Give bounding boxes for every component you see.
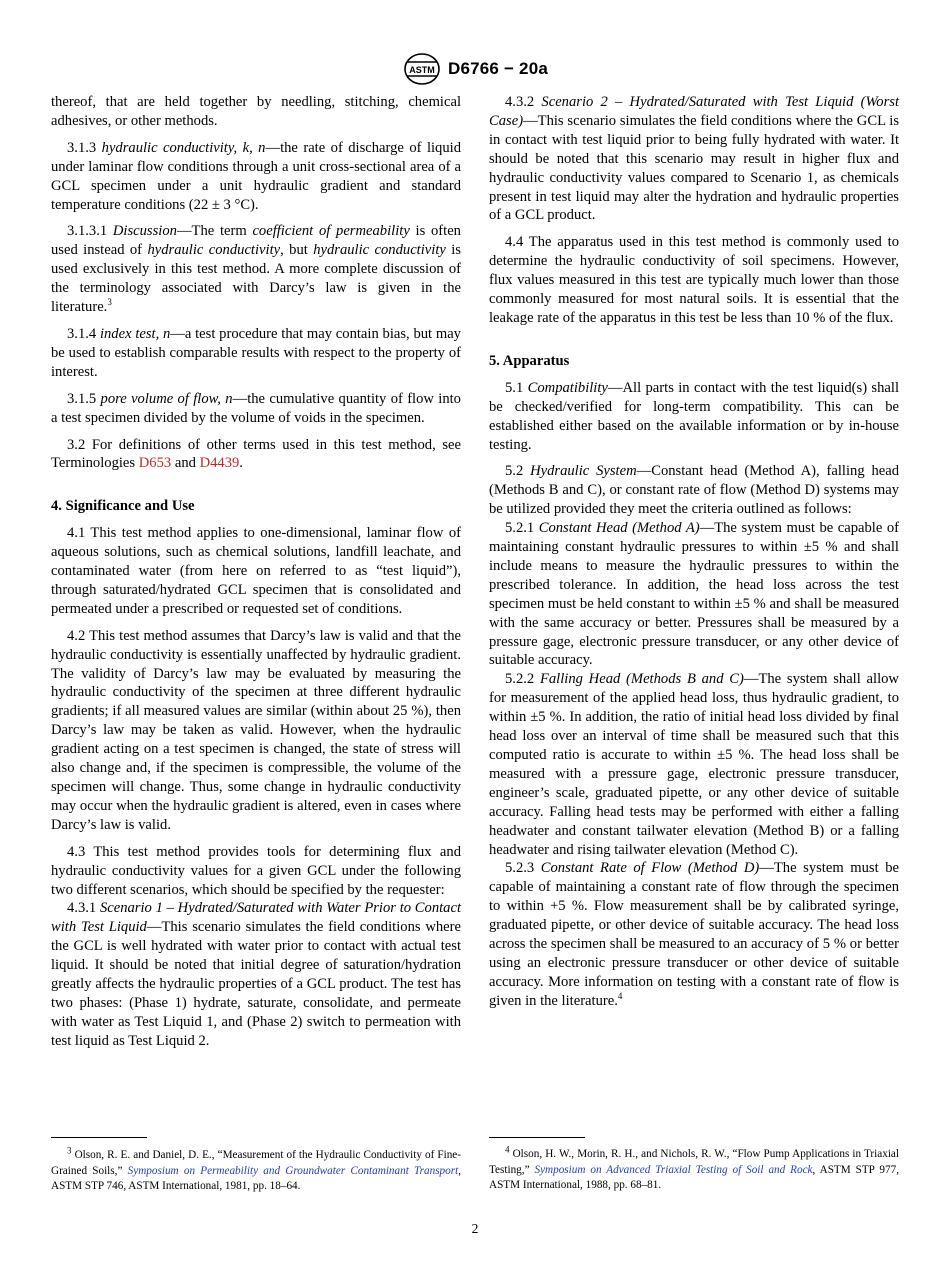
section-heading-5: 5. Apparatus <box>489 352 570 369</box>
section-4-4: 4.4 The apparatus used in this test method is commonly used to determine the hydraulic conductivity of soil specimens. However, flux values measured in this test are typically much lower than those commonly measured for most natural soils. It is essential that the leakage rate of the apparatus in this test be less than 10 % of the flux. <box>489 234 899 326</box>
section-5-2: 5.2 Hydraulic System—Constant head (Method A), falling head (Methods B and C), or constant rate of flow (Method D) systems may be utilized provided they meet the criteria outlined as follows: <box>489 463 899 518</box>
section-5-1: 5.1 Compatibility—All parts in contact with the test liquid(s) shall be checked/verified for long-term compatibility. This can be established either based on the available information or by in-house testing. <box>489 379 899 453</box>
paragraph-intro: thereof, that are held together by needling, stitching, chemical adhesives, or other methods. <box>51 94 461 129</box>
footnote-ref-3[interactable]: 3 <box>107 297 112 308</box>
footnote-divider-left <box>51 1137 147 1138</box>
section-4-3-1: 4.3.1 Scenario 1 – Hydrated/Saturated with Water Prior to Contact with Test Liquid—This scenario simulates the field conditions where the GCL is well hydrated with water prior to contact with actual test liquid. It should be noted that initial degree of saturation/hydration greatly affects the hydraulic properties of a GCL product. The test has two phases: (Phase 1) hydrate, saturate, consolidate, and permeate with water as Test Liquid 1, and (Phase 2) switch to permeation with test liquid as Test Liquid 2. <box>51 900 462 1049</box>
ref-link-d653[interactable]: D653 <box>138 455 172 472</box>
footnote-divider-right <box>489 1137 585 1138</box>
page-header <box>0 52 950 86</box>
section-heading-4: 4. Significance and Use <box>51 498 195 515</box>
footnote-3-link[interactable]: Symposium on Permeability and Groundwater Contaminant Transport <box>127 1164 459 1177</box>
page-number: 2 <box>471 1221 479 1236</box>
section-3-1-5: 3.1.5 pore volume of flow, n—the cumulative quantity of flow into a test specimen divided by the volume of voids in the specimen. <box>51 390 461 426</box>
section-4-1: 4.1 This test method applies to one-dimensional, laminar flow of aqueous solutions, such as chemical solutions, landfill leachate, and contaminated water (from here on referred to as “test liquid”), through saturated/hydrated GCL specimen that is consolidated and permeated under a prescribed or requested set of conditions. <box>51 525 461 617</box>
footnote-3: $^3$ Olson, R. E. and Daniel, D. E., “Measurement of the Hydraulic Conductivity of Fine-Grained Soils,” Symposium on Permeability and Groundwater Contaminant Transport, ASTM STP 746, ASTM International, 1981, pp. 18–64. <box>51 1145 462 1192</box>
svg-text:ASTM: ASTM <box>409 65 435 75</box>
ref-link-d4439[interactable]: D4439 <box>199 455 240 472</box>
left-column <box>51 93 461 1059</box>
section-4-2: 4.2 This test method assumes that Darcy’s law is valid and that the hydraulic conductivity is essentially unaffected by hydraulic gradient. The validity of Darcy’s law may be evaluated by measuring the hydraulic conductivity of the specimen at three different hydraulic gradients; if all measured values are similar (within about 25 %), then Darcy’s law may be taken as valid. However, when the hydraulic gradient acting on a test specimen is changed, the state of stress will also change and, if the specimen is compressible, the volume of the specimen will change. Thus, some change in hydraulic conductivity may occur when the hydraulic gradient is altered, even in cases where Darcy’s law is valid. <box>51 627 461 833</box>
section-3-1-3-1: 3.1.3.1 Discussion—The term coefficient of permeability is often used instead of hydraulic conductivity, but hydraulic conductivity is used exclusively in this test method. A more complete discussion of the terminology associated with Darcy’s law is given in the literature.$^3$ <box>51 223 461 316</box>
document-id: D6766 − 20a <box>447 59 549 78</box>
section-5-2-2: 5.2.2 Falling Head (Methods B and C)—The system shall allow for measurement of the applied head loss, thus hydraulic gradient, to within ±5 %. In addition, the ratio of initial head loss divided by final head loss over an interval of time shall be measured such that this computed ratio is accurate to within ±5 %. The head loss shall be measured with a pressure gage, electronic pressure transducer, engineer’s scale, graduated pipette, or any other device of suitable accuracy. Falling head tests may be performed with either a falling headwater and constant tailwater elevation (Method B) or a falling headwater and rising tailwater elevation (Method C). <box>489 671 899 858</box>
section-3-1-3: 3.1.3 hydraulic conductivity, k, n—the rate of discharge of liquid under laminar flow conditions through a unit cross-sectional area of a GCL specimen under a unit hydraulic gradient and standard temperature conditions (22 ± 3 °C). <box>51 139 461 213</box>
section-3-2: 3.2 For definitions of other terms used in this test method, see Terminologies D653 and D4439. <box>51 436 461 472</box>
footnote-4-link[interactable]: Symposium on Advanced Triaxial Testing of Soil and Rock <box>534 1163 813 1176</box>
section-4-3-2: 4.3.2 Scenario 2 – Hydrated/Saturated with Test Liquid (Worst Case)—This scenario simulates the field conditions where the GCL is in contact with test liquid prior to being fully hydrated with water. It should be noted that this scenario may result in higher flux and hydraulic conductivity values compared to Scenario 1, as chemicals present in test liquid may alter the hydration and hydraulic properties of a GCL product. <box>489 94 900 224</box>
section-4-3: 4.3 This test method provides tools for determining flux and hydraulic conductivity values for a given GCL under the following two different scenarios, which should be specified by the requester: <box>51 843 461 898</box>
section-3-1-4: 3.1.4 index test, n—a test procedure that may contain bias, but may be used to establish comparable results with respect to the property of interest. <box>51 325 461 380</box>
footnote-4: $^4$ Olson, H. W., Morin, R. H., and Nichols, R. W., “Flow Pump Applications in Triaxial Testing,” Symposium on Advanced Triaxial Testing of Soil and Rock, ASTM STP 977, ASTM International, 1988, pp. 68–81. <box>489 1144 899 1191</box>
footnote-ref-4[interactable]: 4 <box>617 990 623 1001</box>
astm-logo <box>402 52 442 86</box>
right-column <box>489 93 899 1019</box>
section-5-2-1: 5.2.1 Constant Head (Method A)—The system must be capable of maintaining constant hydraulic pressures to within ±5 % and shall include means to measure the hydraulic pressures to within the prescribed tolerance. In addition, the head loss across the test specimen must be held constant to within ±5 % and shall be measured with the same accuracy or better. Pressures shall be measured by a pressure gage, electronic pressure transducer, or any other device of suitable accuracy. <box>489 520 900 669</box>
section-5-2-3: 5.2.3 Constant Rate of Flow (Method D)—The system must be capable of maintaining a constant rate of flow through the specimen to within +5 %. Flow measurement shall be by calibrated syringe, graduated pipette, or other device of suitable accuracy. The head loss across the specimen shall be measured to an accuracy of 5 % or better using an electronic pressure transducer or other device of suitable accuracy. More information on testing with a constant rate of flow is given in the literature.$^4$ <box>489 860 899 1009</box>
